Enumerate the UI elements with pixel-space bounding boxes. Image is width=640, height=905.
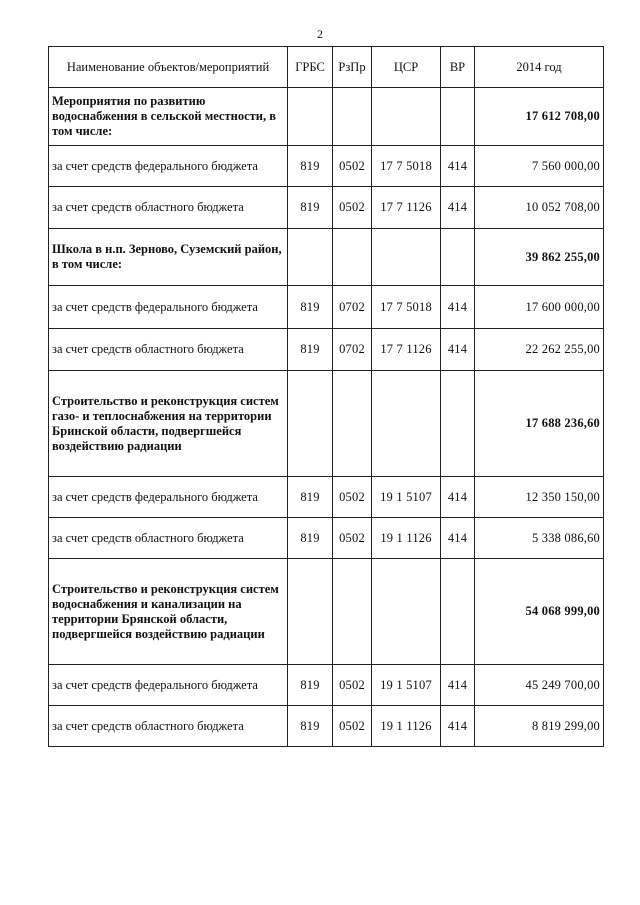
row-grbs-cell: 819: [288, 518, 333, 559]
row-vr-cell: 414: [441, 477, 475, 518]
row-csr-cell: 17 7 1126: [372, 329, 441, 371]
table-row: [49, 518, 604, 559]
header-vr: ВР: [441, 47, 475, 88]
row-amount-cell: 8 819 299,00: [475, 706, 604, 747]
row-grbs-cell: 819: [288, 665, 333, 706]
row-vr-cell: 414: [441, 187, 475, 229]
header-csr: ЦСР: [372, 47, 441, 88]
row-vr-cell: 414: [441, 286, 475, 329]
row-vr-cell: [441, 371, 475, 477]
row-vr-cell: [441, 88, 475, 146]
row-amount-cell: 5 338 086,60: [475, 518, 604, 559]
row-name-cell: Строительство и реконструкция систем газо- и теплоснабжения на территории Бринской области, подвергшейся воздействию радиации: [49, 371, 288, 477]
row-amount-cell: 54 068 999,00: [475, 559, 604, 665]
row-rzpr-cell: 0702: [333, 286, 372, 329]
header-year: 2014 год: [475, 47, 604, 88]
row-grbs-cell: 819: [288, 146, 333, 187]
header-grbs: ГРБС: [288, 47, 333, 88]
row-amount-cell: 39 862 255,00: [475, 229, 604, 286]
row-amount-cell: 12 350 150,00: [475, 477, 604, 518]
row-csr-cell: 19 1 1126: [372, 518, 441, 559]
row-amount-cell: 22 262 255,00: [475, 329, 604, 371]
row-amount-cell: 17 600 000,00: [475, 286, 604, 329]
budget-table: [48, 46, 604, 747]
row-csr-cell: 19 1 5107: [372, 477, 441, 518]
row-vr-cell: 414: [441, 146, 475, 187]
row-csr-cell: 17 7 1126: [372, 187, 441, 229]
row-grbs-cell: 819: [288, 187, 333, 229]
row-grbs-cell: 819: [288, 477, 333, 518]
table-row: [49, 477, 604, 518]
row-rzpr-cell: 0502: [333, 706, 372, 747]
row-rzpr-cell: [333, 371, 372, 477]
table-row: [49, 146, 604, 187]
table-header-row: [49, 47, 604, 88]
row-vr-cell: 414: [441, 329, 475, 371]
row-grbs-cell: 819: [288, 706, 333, 747]
row-amount-cell: 17 612 708,00: [475, 88, 604, 146]
row-rzpr-cell: 0502: [333, 477, 372, 518]
row-vr-cell: 414: [441, 518, 475, 559]
table-row: [49, 559, 604, 665]
row-rzpr-cell: 0702: [333, 329, 372, 371]
row-amount-cell: 7 560 000,00: [475, 146, 604, 187]
table-row: [49, 229, 604, 286]
row-grbs-cell: [288, 371, 333, 477]
row-csr-cell: [372, 229, 441, 286]
header-rzpr: РзПр: [333, 47, 372, 88]
row-name-cell: Школа в н.п. Зерново, Суземский район, в том числе:: [49, 229, 288, 286]
row-grbs-cell: [288, 229, 333, 286]
row-grbs-cell: [288, 559, 333, 665]
row-rzpr-cell: [333, 88, 372, 146]
table-row: [49, 706, 604, 747]
table-row: [49, 286, 604, 329]
table-row: [49, 329, 604, 371]
row-csr-cell: 17 7 5018: [372, 146, 441, 187]
table-row: [49, 371, 604, 477]
row-grbs-cell: [288, 88, 333, 146]
row-csr-cell: [372, 559, 441, 665]
row-name-cell: за счет средств областного бюджета: [49, 706, 288, 747]
row-name-cell: Мероприятия по развитию водоснабжения в сельской местности, в том числе:: [49, 88, 288, 146]
row-vr-cell: 414: [441, 706, 475, 747]
row-vr-cell: [441, 229, 475, 286]
page-number: 2: [317, 27, 323, 41]
row-rzpr-cell: 0502: [333, 518, 372, 559]
row-amount-cell: 10 052 708,00: [475, 187, 604, 229]
row-grbs-cell: 819: [288, 329, 333, 371]
row-csr-cell: 19 1 5107: [372, 665, 441, 706]
row-name-cell: за счет средств федерального бюджета: [49, 286, 288, 329]
row-name-cell: за счет средств федерального бюджета: [49, 146, 288, 187]
row-rzpr-cell: [333, 229, 372, 286]
row-csr-cell: [372, 371, 441, 477]
header-name: Наименование объектов/мероприятий: [49, 47, 288, 88]
row-grbs-cell: 819: [288, 286, 333, 329]
row-name-cell: за счет средств областного бюджета: [49, 187, 288, 229]
row-vr-cell: 414: [441, 665, 475, 706]
table-row: [49, 187, 604, 229]
row-name-cell: за счет средств областного бюджета: [49, 518, 288, 559]
row-csr-cell: 19 1 1126: [372, 706, 441, 747]
table-row: [49, 88, 604, 146]
row-csr-cell: [372, 88, 441, 146]
row-name-cell: Строительство и реконструкция систем водоснабжения и канализации на территории Брянской области, подвергшейся воздействию радиации: [49, 559, 288, 665]
row-name-cell: за счет средств федерального бюджета: [49, 665, 288, 706]
row-rzpr-cell: [333, 559, 372, 665]
row-csr-cell: 17 7 5018: [372, 286, 441, 329]
row-rzpr-cell: 0502: [333, 146, 372, 187]
table-row: [49, 665, 604, 706]
row-name-cell: за счет средств федерального бюджета: [49, 477, 288, 518]
row-rzpr-cell: 0502: [333, 187, 372, 229]
row-name-cell: за счет средств областного бюджета: [49, 329, 288, 371]
row-amount-cell: 17 688 236,60: [475, 371, 604, 477]
row-vr-cell: [441, 559, 475, 665]
row-amount-cell: 45 249 700,00: [475, 665, 604, 706]
row-rzpr-cell: 0502: [333, 665, 372, 706]
